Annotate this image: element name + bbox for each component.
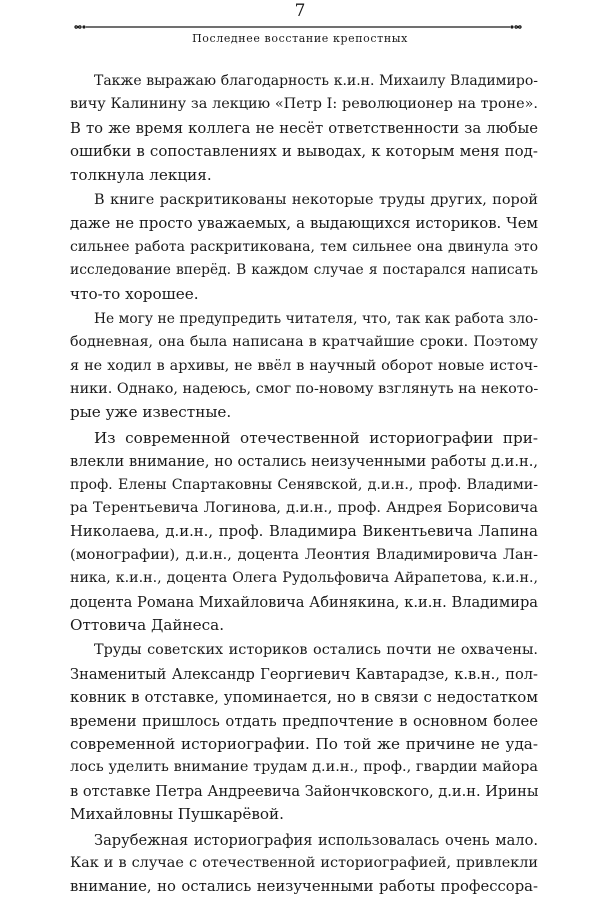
text-line: ошибки в сопоставлениях и выводах, к которым меня под-: [70, 142, 538, 161]
paragraph-warning: [70, 308, 538, 425]
paragraph-acknowledgement: [70, 70, 538, 187]
text-line: сильнее работа раскритикована, тем сильнее она двинула это: [70, 238, 538, 255]
text-line: бодневная, она была написана в кратчайшие сроки. Поэтому: [70, 334, 538, 351]
text-line: Михайловны Пушкарёвой.: [70, 805, 284, 824]
paragraph-criticism: [70, 189, 538, 306]
running-title: Последнее восстание крепостных: [192, 32, 408, 45]
text-line: Не могу не предупредить читателя, что, так как работа зло-: [94, 310, 538, 327]
text-line: исследование вперёд. В каждом случае я постарался написать: [70, 262, 538, 279]
text-line: вичу Калинину за лекцию «Петр I: революционер на троне».: [70, 96, 538, 113]
text-line: лось уделить внимание трудам д.и.н., проф., гвардии майора: [70, 759, 538, 776]
text-line: Зарубежная историография использовалась очень мало.: [94, 831, 538, 849]
text-line: ковник в отставке, упоминается, но в связи с недостатком: [70, 688, 538, 707]
paragraph-modern-historiography: [70, 427, 538, 638]
text-line: В то же время коллега не несёт ответственности за любые: [70, 119, 538, 137]
text-line: внимание, но остались неизученными работы профессора-: [70, 878, 538, 896]
text-line: Труды советских историков остались почти не охвачены.: [94, 642, 538, 659]
text-line: ники. Однако, надеюсь, смог по-новому взглянуть на некото-: [70, 381, 539, 398]
text-line: что-то хорошее.: [70, 284, 199, 303]
page-number: 7: [294, 1, 306, 21]
text-line: Знаменитый Александр Георгиевич Кавтарадзе, к.в.н., пол-: [70, 665, 538, 683]
text-line: (монографии), д.и.н., доцента Леонтия Владимировича Лан-: [70, 546, 538, 563]
text-line: современной историографии. По той же причине не уда-: [70, 734, 538, 753]
text-line: в отставке Петра Андреевича Зайончковского, д.и.н. Ирины: [70, 782, 539, 800]
text-line: Также выражаю благодарность к.и.н. Михаилу Владимиро-: [94, 73, 538, 89]
text-line: я не ходил в архивы, не ввёл в научный оборот новые источ-: [70, 357, 538, 374]
text-line: влекли внимание, но остались неизученными работы д.и.н.,: [70, 453, 538, 471]
text-line: Николаева, д.и.н., проф. Владимира Викентьевича Лапина: [70, 523, 538, 541]
text-line: проф. Елены Спартаковны Сенявской, д.и.н., проф. Владими-: [70, 476, 538, 493]
text-line: Как и в случае с отечественной историографией, привлекли: [70, 854, 538, 871]
paragraph-soviet-historians: [70, 639, 538, 826]
text-line: доцента Романа Михайловича Абинякина, к.и.н. Владимира: [70, 593, 538, 611]
text-line: времени пришлось отдать предпочтение в основном более: [70, 712, 538, 730]
text-line: даже не просто уважаемых, а выдающихся историков. Чем: [70, 215, 538, 233]
text-line: Из современной отечественной историографии при-: [94, 428, 538, 447]
text-line: ра Терентьевича Логинова, д.и.н., проф. Андрея Борисовича: [70, 500, 538, 517]
body-text: [70, 70, 538, 899]
text-line: толкнула лекция.: [70, 165, 212, 184]
text-line: Оттовича Дайнеса.: [70, 615, 225, 634]
text-line: ника, к.и.н., доцента Олега Рудольфовича Айрапетова, к.и.н.,: [70, 570, 538, 587]
paragraph-foreign-historiography: [70, 829, 538, 899]
text-line: В книге раскритикованы некоторые труды других, порой: [94, 191, 538, 208]
text-line: рые уже известные.: [70, 403, 232, 422]
